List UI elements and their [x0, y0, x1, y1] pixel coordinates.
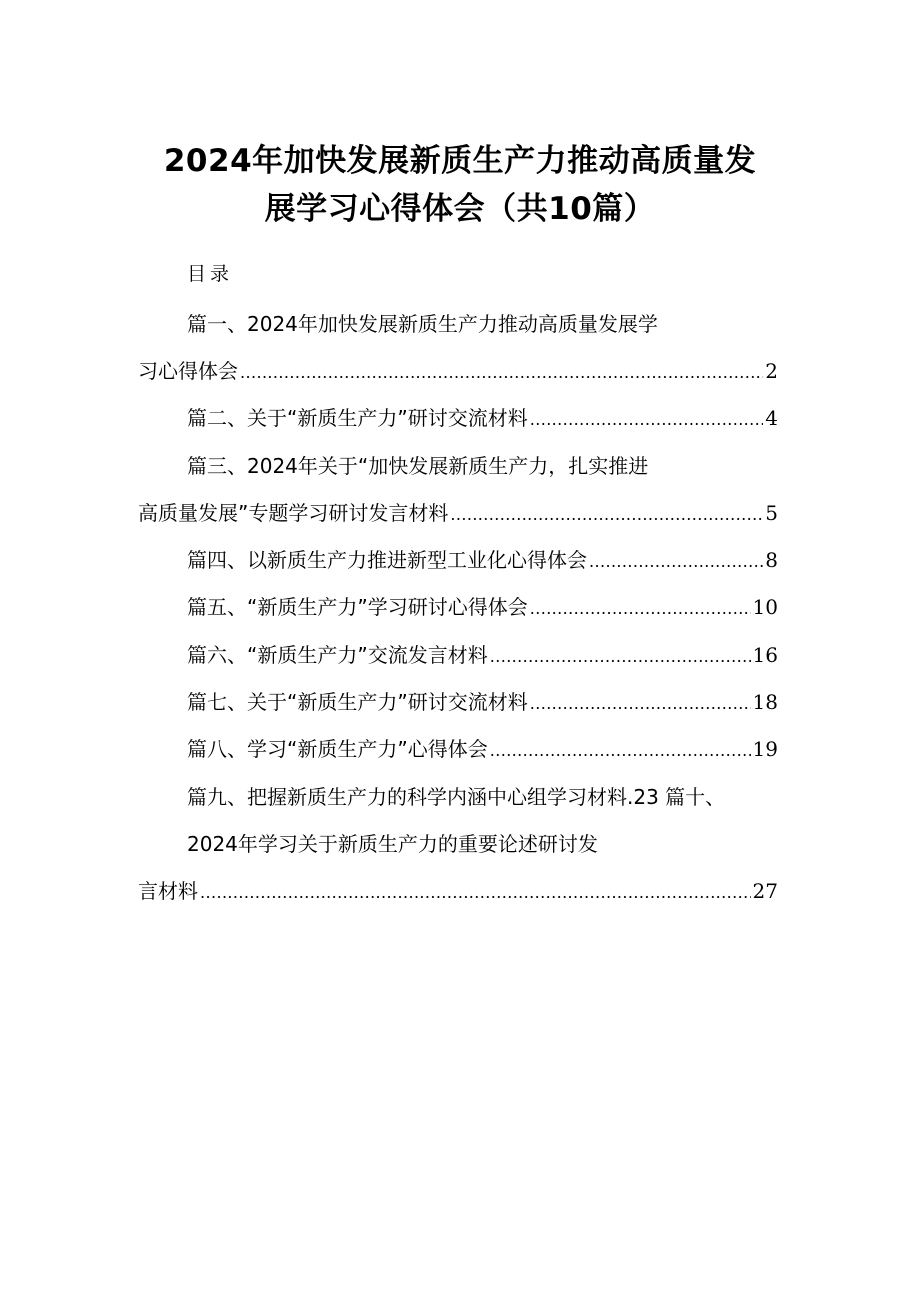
toc-entry-text: 习心得体会 — [138, 359, 238, 383]
dot-leader — [200, 878, 751, 908]
toc-entry-text: 篇二、关于“新质生产力”研讨交流材料 — [187, 406, 528, 430]
toc-page-number: 10 — [752, 595, 778, 619]
document-title-line-1: 2024年加快发展新质生产力推动高质量发 — [163, 143, 757, 179]
toc-entry-7[interactable] — [187, 687, 778, 719]
toc-entry-10-line-1[interactable] — [187, 829, 598, 859]
toc-page-number: 16 — [752, 643, 778, 667]
toc-heading: 目录 — [187, 263, 234, 285]
toc-page-number: 18 — [752, 690, 778, 714]
toc-entry-6[interactable] — [187, 640, 778, 672]
toc-entry-text: 篇七、关于“新质生产力”研讨交流材料 — [187, 690, 528, 714]
toc-entry-text: 篇八、学习“新质生产力”心得体会 — [187, 737, 488, 761]
toc-entry-1-line-2[interactable] — [138, 356, 778, 388]
toc-entry-text: 高质量发展”专题学习研讨发言材料 — [138, 501, 449, 525]
dot-leader — [490, 736, 751, 766]
toc-page-number: 5 — [765, 501, 778, 525]
toc-entry-1-line-1[interactable] — [187, 309, 658, 339]
toc-entry-text: 2024年学习关于新质生产力的重要论述研讨发 — [187, 832, 598, 856]
toc-entry-text: 篇三、2024年关于“加快发展新质生产力，扎实推进 — [187, 454, 649, 478]
toc-page-number: 27 — [752, 879, 778, 903]
toc-entry-10-line-2[interactable] — [138, 876, 778, 908]
toc-entry-text: 篇五、“新质生产力”学习研讨心得体会 — [187, 595, 528, 619]
toc-entry-text: 言材料 — [138, 879, 198, 903]
dot-leader — [240, 358, 763, 388]
dot-leader — [530, 594, 751, 624]
toc-entry-text: 篇六、“新质生产力”交流发言材料 — [187, 643, 488, 667]
toc-entry-3-line-2[interactable] — [138, 498, 778, 530]
toc-entry-5[interactable] — [187, 592, 778, 624]
dot-leader — [490, 642, 751, 672]
toc-entry-8[interactable] — [187, 734, 778, 766]
toc-page-number: 8 — [765, 548, 778, 572]
toc-entry-text: 篇四、以新质生产力推进新型工业化心得体会 — [187, 548, 587, 572]
toc-entry-9[interactable] — [187, 782, 725, 812]
toc-entry-4[interactable] — [187, 545, 778, 577]
toc-page-number: 4 — [765, 406, 778, 430]
toc-page-number: 19 — [752, 737, 778, 761]
dot-leader — [530, 689, 751, 719]
dot-leader — [450, 500, 763, 530]
toc-entry-text: 篇一、2024年加快发展新质生产力推动高质量发展学 — [187, 312, 658, 336]
toc-entry-3-line-1[interactable] — [187, 451, 648, 481]
dot-leader — [589, 547, 763, 577]
toc-entry-2[interactable] — [187, 403, 778, 435]
toc-page-number: 2 — [765, 359, 778, 383]
dot-leader — [530, 405, 764, 435]
document-title-line-2: 展学习心得体会（共10篇） — [264, 191, 656, 227]
toc-entry-text: 篇九、把握新质生产力的科学内涵中心组学习材料.23 篇十、 — [187, 785, 726, 809]
